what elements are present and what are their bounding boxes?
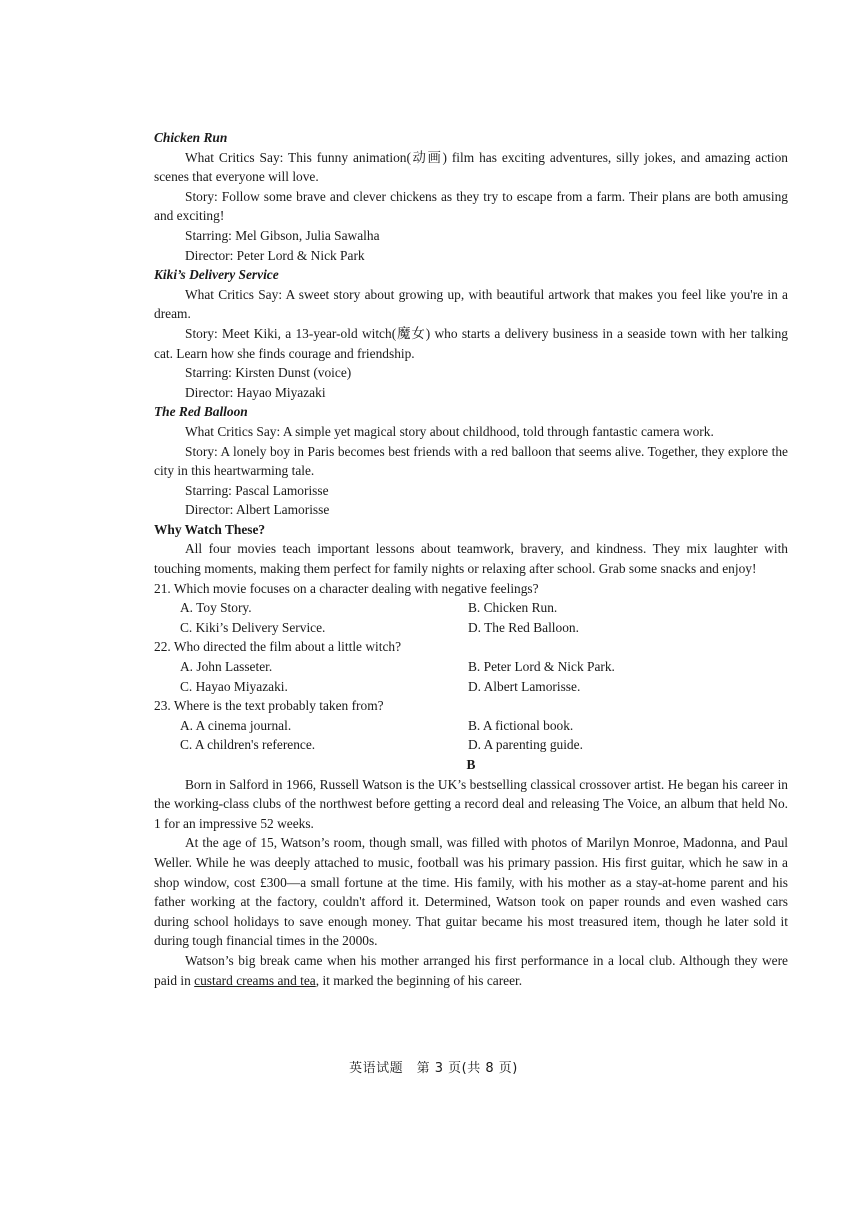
why-watch-section: [154, 520, 788, 579]
movie-starring: Starring: Kirsten Dunst (voice): [185, 365, 352, 381]
movie-title: The Red Balloon: [154, 404, 248, 420]
movie-kikis-delivery-service: [154, 265, 788, 402]
movie-story: Story: Follow some brave and clever chickens as they try to escape from a farm. Their plans are both amusing and exciting!: [154, 188, 788, 224]
reading-passage: [154, 128, 788, 990]
question-21: [154, 579, 788, 638]
question-stem: 23. Where is the text probably taken from?: [154, 698, 384, 714]
movie-director: Director: Hayao Miyazaki: [185, 384, 326, 400]
paragraph-text-before: Watson’s big break came when his mother arranged his first performance in a local club. Although they were paid in: [154, 952, 788, 988]
question-options: [154, 716, 788, 755]
option-a[interactable]: A. A cinema journal.: [180, 717, 292, 733]
movie-the-red-balloon: [154, 402, 788, 520]
section-b-paragraph-2: At the age of 15, Watson’s room, though small, was filled with photos of Marilyn Monroe, Madonna, and Paul Weller. While he was deeply attached to music, football was his primary passion. His first guitar, which he saw in a shop window, cost £300—a small fortune at the time. His family, with his mother as a stay-at-home parent and his father working at the factory, couldn't afford it. Determined, Watson took on paper rounds and even washed cars during school holidays to save enough money. That guitar became his most treasured item, though he later sold it during tough financial times in the 2000s.: [154, 835, 788, 949]
option-b[interactable]: B. Peter Lord & Nick Park.: [468, 659, 615, 675]
question-22: [154, 637, 788, 696]
option-d[interactable]: D. A parenting guide.: [468, 737, 583, 753]
movie-story: Story: Meet Kiki, a 13-year-old witch(魔女) who starts a delivery business in a seaside town with her talking cat. Learn how she finds courage and friendship.: [154, 325, 788, 361]
option-a[interactable]: A. Toy Story.: [180, 600, 252, 616]
paragraph-text-after: , it marked the beginning of his career.: [315, 972, 523, 988]
option-d[interactable]: D. Albert Lamorisse.: [468, 678, 581, 694]
option-c[interactable]: C. Kiki’s Delivery Service.: [180, 619, 326, 635]
question-options: [154, 657, 788, 696]
movie-critics: What Critics Say: A sweet story about growing up, with beautiful artwork that makes you feel like you're in a dream.: [154, 286, 788, 322]
option-b[interactable]: B. Chicken Run.: [468, 600, 558, 616]
movie-critics: What Critics Say: This funny animation(动画) film has exciting adventures, silly jokes, and amazing action scenes that everyone will love.: [154, 149, 788, 185]
page-footer: 英语试题 第 3 页(共 8 页): [349, 1061, 518, 1076]
question-stem: 22. Who directed the film about a little witch?: [154, 639, 402, 655]
section-b-label: B: [466, 757, 476, 772]
option-a[interactable]: A. John Lasseter.: [180, 659, 273, 675]
movie-story: Story: A lonely boy in Paris becomes best friends with a red balloon that seems alive. Together, they explore the city in this heartwarming tale.: [154, 443, 788, 479]
movie-director: Director: Albert Lamorisse: [185, 502, 330, 518]
why-watch-body: All four movies teach important lessons about teamwork, bravery, and kindness. They mix laughter with touching moments, making them perfect for family nights or relaxing after school. Grab some snacks and enjoy!: [154, 541, 788, 577]
movie-critics: What Critics Say: A simple yet magical story about childhood, told through fantastic camera work.: [185, 423, 714, 439]
why-watch-heading: Why Watch These?: [154, 521, 266, 537]
movie-starring: Starring: Mel Gibson, Julia Sawalha: [185, 227, 380, 243]
question-options: [154, 598, 788, 637]
section-b: [154, 755, 788, 990]
movie-title: Kiki’s Delivery Service: [154, 267, 279, 283]
option-c[interactable]: C. Hayao Miyazaki.: [180, 678, 288, 694]
movie-director: Director: Peter Lord & Nick Park: [185, 247, 365, 263]
option-d[interactable]: D. The Red Balloon.: [468, 619, 579, 635]
underlined-phrase: custard creams and tea: [194, 972, 316, 988]
movie-title: Chicken Run: [154, 130, 228, 145]
section-b-paragraph-3: [154, 951, 788, 990]
movie-starring: Starring: Pascal Lamorisse: [185, 482, 329, 498]
movie-chicken-run: [154, 128, 788, 265]
question-23: [154, 696, 788, 755]
option-c[interactable]: C. A children's reference.: [180, 737, 316, 753]
option-b[interactable]: B. A fictional book.: [468, 717, 574, 733]
section-b-paragraph-1: Born in Salford in 1966, Russell Watson is the UK’s bestselling classical crossover artist. He began his career in the working-class clubs of the northwest before getting a record deal and releasing The Voice, an album that held No. 1 for an impressive 52 weeks.: [154, 776, 788, 831]
question-stem: 21. Which movie focuses on a character dealing with negative feelings?: [154, 580, 539, 596]
